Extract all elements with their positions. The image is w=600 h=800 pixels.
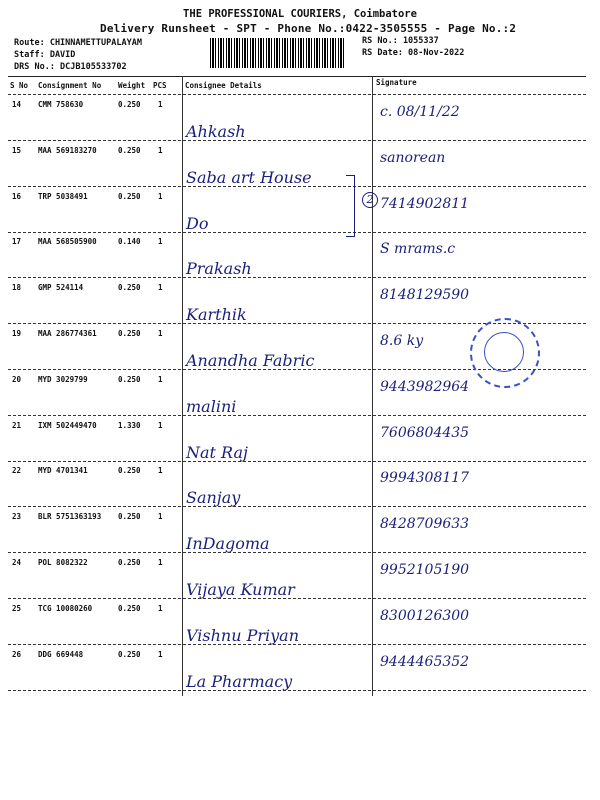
- row-sno: 15: [12, 146, 22, 155]
- row-sno: 21: [12, 421, 22, 430]
- row-signature: c. 08/11/22: [380, 104, 460, 120]
- bracket-mark: [346, 175, 355, 237]
- row-signature: 7414902811: [380, 196, 470, 212]
- row-signature: 9994308117: [380, 470, 470, 486]
- circled-annotation: 2: [362, 192, 378, 208]
- barcode: [210, 38, 346, 68]
- row-sno: 24: [12, 558, 22, 567]
- table-header-rule: [8, 94, 586, 95]
- signature-divider: [372, 76, 373, 696]
- company-title: THE PROFESSIONAL COURIERS, Coimbatore: [183, 8, 417, 20]
- row-consignee-name: Sanjay: [186, 488, 241, 507]
- row-consignee-name: Vishnu Priyan: [186, 626, 300, 645]
- row-signature: 9443982964: [380, 379, 470, 395]
- row-weight: 0.250: [118, 650, 141, 659]
- row-signature: 8300126300: [380, 608, 470, 624]
- row-separator: [8, 415, 586, 416]
- row-consignment: MYD 3029799: [38, 375, 88, 384]
- row-consignee-name: La Pharmacy: [186, 672, 293, 691]
- row-consignee-name: InDagoma: [186, 534, 270, 553]
- row-weight: 0.250: [118, 283, 141, 292]
- row-pcs: 1: [158, 283, 163, 292]
- row-separator: [8, 690, 586, 691]
- row-consignment: MYD 4701341: [38, 466, 88, 475]
- row-consignee-name: Nat Raj: [186, 443, 248, 462]
- col-sno: S No: [10, 81, 29, 90]
- row-pcs: 1: [158, 558, 163, 567]
- row-pcs: 1: [158, 512, 163, 521]
- row-weight: 0.250: [118, 146, 141, 155]
- row-consignee-name: Saba art House: [186, 168, 312, 187]
- row-sno: 14: [12, 100, 22, 109]
- row-separator: [8, 277, 586, 278]
- row-separator: [8, 140, 586, 141]
- row-signature: sanorean: [380, 150, 446, 166]
- row-sno: 25: [12, 604, 22, 613]
- row-consignment: DDG 669448: [38, 650, 84, 659]
- row-consignment: CMM 758630: [38, 100, 84, 109]
- row-separator: [8, 552, 586, 553]
- row-consignment: IXM 502449470: [38, 421, 97, 430]
- row-consignment: MAA 569183270: [38, 146, 97, 155]
- row-consignee-name: Anandha Fabric: [186, 351, 315, 370]
- row-signature: 9952105190: [380, 562, 470, 578]
- row-signature: S mrams.c: [380, 241, 456, 257]
- row-consignee-name: malini: [186, 397, 237, 416]
- drs-label: DRS No.: DCJB105533702: [14, 62, 127, 72]
- row-sno: 20: [12, 375, 22, 384]
- col-pcs: PCS: [153, 81, 167, 90]
- col-details: Consignee Details: [185, 81, 262, 90]
- row-signature: 8.6 ky: [380, 333, 424, 349]
- row-signature: 8428709633: [380, 516, 470, 532]
- runsheet-title: Delivery Runsheet - SPT - Phone No.:0422-3505555 - Page No.:2: [100, 22, 517, 35]
- stamp-seal-inner: [484, 332, 524, 372]
- rs-number: RS No.: 1055337: [362, 36, 439, 46]
- route-label: Route: CHINNAMETTUPALAYAM: [14, 38, 142, 48]
- row-consignment: BLR 5751363193: [38, 512, 102, 521]
- row-signature: 8148129590: [380, 287, 470, 303]
- col-signature: Signature: [376, 78, 417, 87]
- row-weight: 0.250: [118, 558, 141, 567]
- row-pcs: 1: [158, 100, 163, 109]
- row-separator: [8, 461, 586, 462]
- row-weight: 1.330: [118, 421, 141, 430]
- row-consignment: GMP 524114: [38, 283, 84, 292]
- row-separator: [8, 598, 586, 599]
- row-weight: 0.250: [118, 100, 141, 109]
- row-weight: 0.140: [118, 237, 141, 246]
- table-top-rule: [8, 76, 586, 77]
- row-consignee-name: Vijaya Kumar: [186, 580, 295, 599]
- row-sno: 19: [12, 329, 22, 338]
- row-sno: 17: [12, 237, 22, 246]
- row-sno: 22: [12, 466, 22, 475]
- row-consignment: POL 8082322: [38, 558, 88, 567]
- row-consignee-name: Karthik: [186, 305, 247, 324]
- row-pcs: 1: [158, 329, 163, 338]
- row-separator: [8, 232, 586, 233]
- row-weight: 0.250: [118, 604, 141, 613]
- row-pcs: 1: [158, 650, 163, 659]
- row-weight: 0.250: [118, 192, 141, 201]
- row-weight: 0.250: [118, 329, 141, 338]
- row-pcs: 1: [158, 237, 163, 246]
- row-signature: 7606804435: [380, 425, 470, 441]
- row-pcs: 1: [158, 146, 163, 155]
- col-weight: Weight: [118, 81, 146, 90]
- staff-label: Staff: DAVID: [14, 50, 76, 60]
- row-consignment: MAA 286774361: [38, 329, 97, 338]
- row-weight: 0.250: [118, 375, 141, 384]
- row-signature: 9444465352: [380, 654, 470, 670]
- row-sno: 16: [12, 192, 22, 201]
- row-sno: 26: [12, 650, 22, 659]
- row-pcs: 1: [158, 421, 163, 430]
- row-weight: 0.250: [118, 512, 141, 521]
- row-consignee-name: Ahkash: [186, 122, 246, 141]
- row-pcs: 1: [158, 375, 163, 384]
- row-consignee-name: Do: [186, 214, 209, 233]
- col-consignment: Consignment No: [38, 81, 102, 90]
- row-separator: [8, 186, 586, 187]
- row-separator: [8, 644, 586, 645]
- row-weight: 0.250: [118, 466, 141, 475]
- row-sno: 23: [12, 512, 22, 521]
- details-divider: [182, 76, 183, 696]
- row-consignment: TRP 5038491: [38, 192, 88, 201]
- row-separator: [8, 506, 586, 507]
- row-consignment: MAA 568505900: [38, 237, 97, 246]
- row-consignment: TCG 10080260: [38, 604, 93, 613]
- row-sno: 18: [12, 283, 22, 292]
- row-pcs: 1: [158, 466, 163, 475]
- row-pcs: 1: [158, 604, 163, 613]
- rs-date: RS Date: 08-Nov-2022: [362, 48, 465, 58]
- row-consignee-name: Prakash: [186, 259, 252, 278]
- row-pcs: 1: [158, 192, 163, 201]
